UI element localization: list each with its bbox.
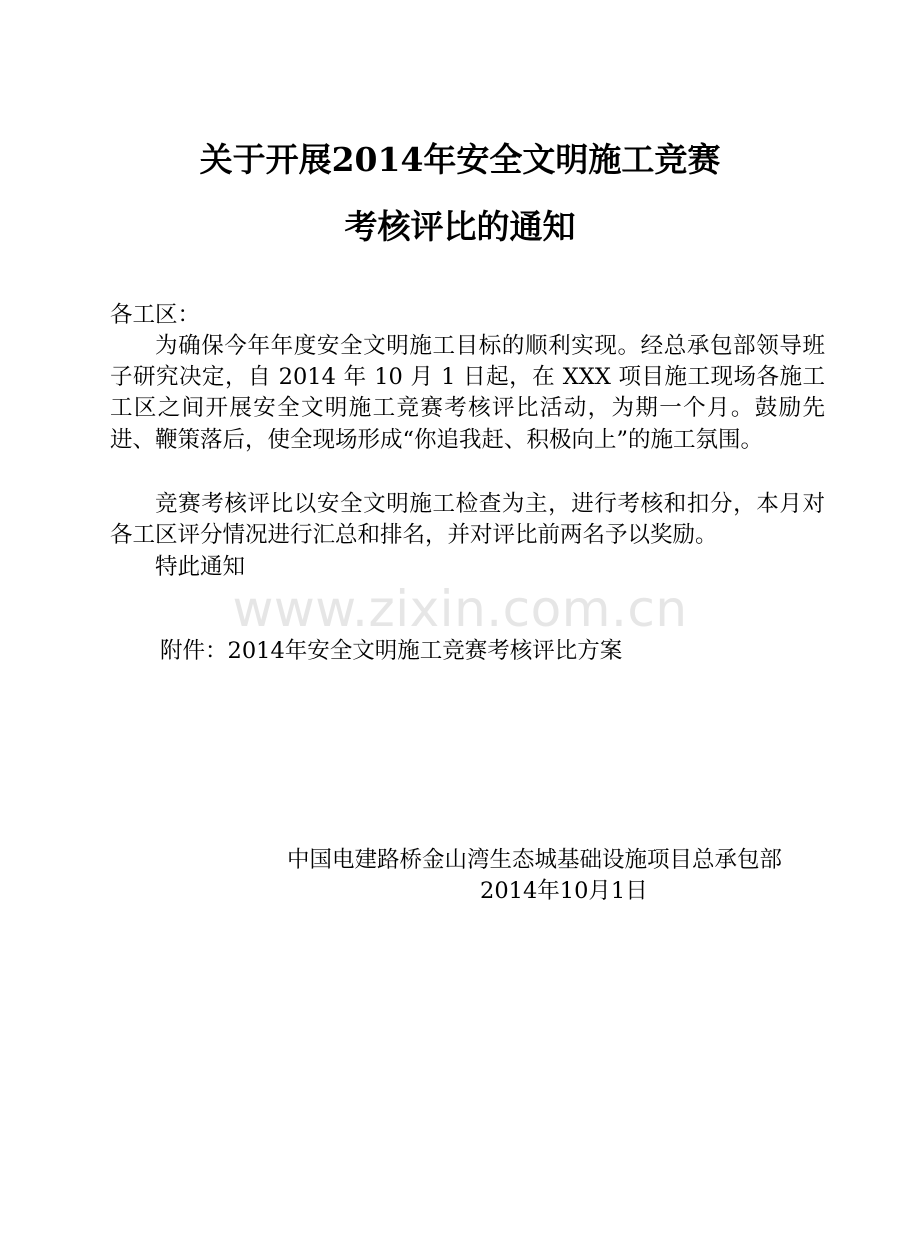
issuer-signature: 中国电建路桥金山湾生态城基础设施项目总承包部 bbox=[287, 847, 783, 873]
closing-remark: 特此通知 bbox=[155, 554, 246, 580]
watermark: www.zixin.com.cn bbox=[232, 580, 688, 638]
paragraph-1: 为确保今年年度安全文明施工目标的顺利实现。经总承包部领导班子研究决定，自 2014 年 10 月 1 日起，在 XXX 项目施工现场各施工工区之间开展安全文明施工竞赛考核评比活动，为期一个月。鼓励先进、鞭策落后，使全现场形成“你追我赶、积极向上”的施工氛围。 bbox=[110, 333, 825, 453]
issue-date: 2014年10月1日 bbox=[480, 878, 648, 904]
document-title-line-1: 关于开展2014年安全文明施工竞赛 bbox=[199, 140, 721, 179]
paragraph-2: 竞赛考核评比以安全文明施工检查为主，进行考核和扣分，本月对各工区评分情况进行汇总和排名，并对评比前两名予以奖励。 bbox=[110, 491, 825, 549]
attachment-note: 附件：2014年安全文明施工竞赛考核评比方案 bbox=[160, 638, 623, 664]
document-title-line-2: 考核评比的通知 bbox=[344, 207, 576, 246]
salutation: 各工区： bbox=[110, 302, 201, 328]
